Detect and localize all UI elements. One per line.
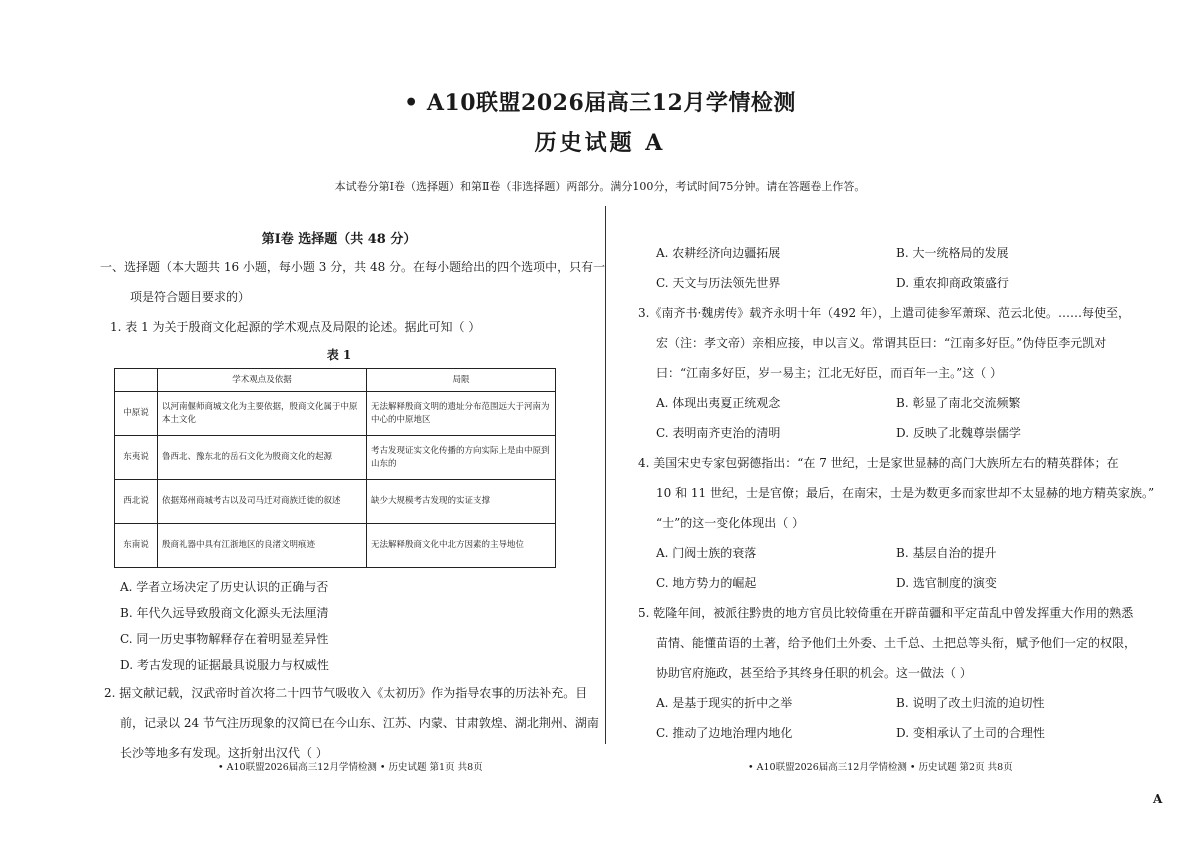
question-4-stem-cont: 10 和 11 世纪，士是官僚；最后，在南宋，士是为数更多而家世却不太显赫的地方精英家族。” <box>656 486 1155 500</box>
question-1-option: B. 年代久远导致殷商文化源头无法厘清 <box>120 606 329 620</box>
question-4-option: A. 门阀士族的衰落 <box>656 546 757 560</box>
part-instruction-cont: 项是符合题目要求的） <box>130 290 251 304</box>
table-cell: 考古发现证实文化传播的方向实际上是由中原到山东的 <box>367 436 556 480</box>
right-page-footer: • A10联盟2026届高三12月学情检测 • 历史试题 第2页 共8页 <box>748 762 1013 773</box>
table-cell: 鲁西北、豫东北的岳石文化为殷商文化的起源 <box>158 436 367 480</box>
question-2-options-row <box>638 238 1118 268</box>
question-2-stem-cont: 前，记录以 24 节气注历现象的汉简已在今山东、江苏、内蒙、甘肃敦煌、湖北荆州、湖南 <box>120 716 599 730</box>
exam-instructions: 本试卷分第Ⅰ卷（选择题）和第Ⅱ卷（非选择题）两部分。满分100分，考试时间75分钟。请在答题卷上作答。 <box>334 180 866 193</box>
question-3-options-row <box>638 388 1118 418</box>
question-3-option: A. 体现出夷夏正统观念 <box>656 396 781 410</box>
paper-title: 历史试题 A <box>534 130 666 156</box>
question-3-option: B. 彰显了南北交流频繁 <box>896 396 1021 410</box>
table-cell: 缺少大规模考古发现的实证支撑 <box>367 480 556 524</box>
question-3-options-row <box>638 418 1118 448</box>
question-5-options-row <box>638 718 1118 748</box>
question-5-stem: 5. 乾隆年间，被派往黔贵的地方官员比较倚重在开辟苗疆和平定苗乱中曾发挥重大作用的熟悉 <box>638 606 1134 620</box>
question-4-options-row <box>638 538 1118 568</box>
question-5-option: C. 推动了边地治理内地化 <box>656 726 793 740</box>
question-2-option: D. 重农抑商政策盛行 <box>896 276 1009 290</box>
part-instruction: 一、选择题（本大题共 16 小题，每小题 3 分，共 48 分。在每小题给出的四个选项中，只有一 <box>100 260 606 274</box>
question-3-option: C. 表明南齐吏治的清明 <box>656 426 781 440</box>
question-2-stem: 2. 据文献记载，汉武帝时首次将二十四节气吸收入《太初历》作为指导农事的历法补充。目 <box>104 686 588 700</box>
question-5-option: A. 是基于现实的折中之举 <box>656 696 793 710</box>
question-2-option: C. 天文与历法领先世界 <box>656 276 781 290</box>
section-title: 第Ⅰ卷 选择题（共 48 分） <box>261 232 417 247</box>
table-cell: 无法解释殷商文明的遗址分布范围远大于河南为中心的中原地区 <box>367 392 556 436</box>
table-cell: 东南说 <box>115 524 158 568</box>
question-3-stem-cont: 宏（注：孝文帝）亲相应接，申以言义。常谓其臣曰：“江南多好臣。”伪侍臣李元凯对 <box>656 336 1107 350</box>
table-cell: 殷商礼器中具有江浙地区的良渚文明痕迹 <box>158 524 367 568</box>
question-5-stem-cont: 协助官府施政，甚至给予其终身任职的机会。这一做法（ ） <box>656 666 972 680</box>
left-page <box>100 228 606 768</box>
right-page <box>638 238 1155 748</box>
table-row <box>115 392 556 436</box>
table-cell: 无法解释殷商文化中北方因素的主导地位 <box>367 524 556 568</box>
question-1-stem: 1. 表 1 为关于殷商文化起源的学术观点及局限的论述。据此可知（ ） <box>110 320 481 334</box>
question-4-stem-cont: “士”的这一变化体现出（ ） <box>656 516 805 530</box>
table-cell: 依据郑州商城考古以及司马迁对商族迁徙的叙述 <box>158 480 367 524</box>
question-2-option: A. 农耕经济向边疆拓展 <box>656 246 781 260</box>
question-5-option: D. 变相承认了土司的合理性 <box>896 726 1045 740</box>
question-3-stem-cont: 曰：“江南多好臣，岁一易主；江北无好臣，而百年一主。”这（ ） <box>656 366 1003 380</box>
question-1-option: A. 学者立场决定了历史认识的正确与否 <box>120 580 329 594</box>
table-header-cell <box>115 369 158 392</box>
question-2-options-row <box>638 268 1118 298</box>
table-row <box>115 436 556 480</box>
table-row <box>115 524 556 568</box>
table-caption: 表 1 <box>326 348 352 362</box>
table-cell: 西北说 <box>115 480 158 524</box>
question-4-option: C. 地方势力的崛起 <box>656 576 757 590</box>
question-1-option: C. 同一历史事物解释存在着明显差异性 <box>120 632 329 646</box>
table-header-cell: 学术观点及依据 <box>158 369 367 392</box>
table-cell: 中原说 <box>115 392 158 436</box>
left-page-footer: • A10联盟2026届高三12月学情检测 • 历史试题 第1页 共8页 <box>218 762 483 773</box>
table-cell: 东夷说 <box>115 436 158 480</box>
question-3-option: D. 反映了北魏尊崇儒学 <box>896 426 1021 440</box>
table-cell: 以河南偃师商城文化为主要依据，殷商文化属于中原本土文化 <box>158 392 367 436</box>
table-header-row <box>115 369 556 392</box>
question-4-option: D. 选官制度的演变 <box>896 576 997 590</box>
origin-views-table <box>114 368 556 568</box>
table-row <box>115 480 556 524</box>
question-2-stem-cont: 长沙等地多有发现。这折射出汉代（ ） <box>120 746 328 760</box>
question-5-stem-cont: 苗情、能懂苗语的土著，给予他们土外委、土千总、土把总等头衔，赋予他们一定的权限， <box>656 636 1137 650</box>
column-divider <box>605 206 606 744</box>
question-4-options-row <box>638 568 1118 598</box>
question-4-stem: 4. 美国宋史专家包弼德指出：“在 7 世纪，士是家世显赫的高门大族所左右的精英群体；在 <box>638 456 1119 470</box>
paper-version-mark: A <box>1153 792 1163 806</box>
question-4-option: B. 基层自治的提升 <box>896 546 997 560</box>
exam-name: • A10联盟2026届高三12月学情检测 <box>404 90 796 116</box>
question-1-option: D. 考古发现的证据最具说服力与权威性 <box>120 658 329 672</box>
question-2-option: B. 大一统格局的发展 <box>896 246 1009 260</box>
question-5-option: B. 说明了改土归流的迫切性 <box>896 696 1045 710</box>
table-header-cell: 局限 <box>367 369 556 392</box>
question-5-options-row <box>638 688 1118 718</box>
question-3-stem: 3.《南齐书·魏虏传》载齐永明十年（492 年），上遣司徒参军萧琛、范云北使。……每使至， <box>638 306 1130 320</box>
